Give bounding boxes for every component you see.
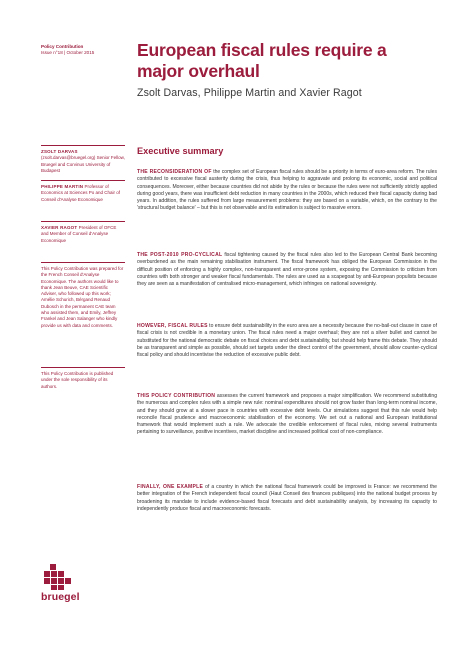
paragraph-text: fiscal tightening caused by the fiscal rules also led to the European Central Bank becoming overburdened as the main remaining stabilisation instrument. The fiscal framework has obliged the European Commission in the difficult position of enforcing a highly complex, non-transparent and error-prone system, exposing the Commission to criticism from countries with both stronger and weaker fiscal fundamentals. The rules are used as a scapegoat by anti-European populists because they are seen as a manifestation of centralised micro-management, which infringes on national sovereignty.: [137, 252, 437, 287]
author-bio: [41, 180, 125, 203]
author-name: ZSOLT DARVAS: [41, 149, 78, 154]
author-affiliation: President of OFCE and Member of Conseil d'Analyse Economique: [41, 225, 117, 243]
author-bio: [41, 221, 125, 244]
paragraph-lead: HOWEVER, FISCAL RULES: [137, 323, 208, 329]
disclaimer-note: This Policy Contribution is published under the sole responsibility of its authors.: [41, 367, 125, 390]
author-affiliation: (zsolt.darvas@bruegel.org) Senior Fellow, Bruegel and Corvinus University of Budapest: [41, 155, 125, 173]
author-bio: [41, 145, 125, 174]
section-heading: Executive summary: [137, 146, 224, 156]
paragraph-lead: FINALLY, ONE EXAMPLE: [137, 484, 204, 490]
summary-paragraph: [137, 484, 437, 513]
authors: Zsolt Darvas, Philippe Martin and Xavier Ragot: [137, 87, 362, 99]
author-name: PHILIPPE MARTIN: [41, 184, 84, 189]
paragraph-lead: THE RECONSIDERATION OF: [137, 169, 212, 175]
series-info: [41, 44, 131, 56]
series-name: Policy Contribution: [41, 44, 84, 49]
summary-paragraph: [137, 169, 437, 213]
summary-paragraph: [137, 323, 437, 359]
paragraph-text: assesses the current framework and proposes a major simplification. We recommend substituting the numerous and complex rules with a simple new rule: nominal expenditures should not grow faster than long-term nominal income, and they should grow at a slower pace in countries with excessive debt levels. Our simulations suggest that this rule would help reconcile fiscal prudence and macroeconomic stabilisation of the economy. We set out a national and European institutional framework that would implement such a rule. We advocate the credible enforcement of fiscal rules, mixing several instruments pertaining to surveillance, positive incentives, market discipline and increased political cost of non-compliance.: [137, 393, 437, 436]
author-name: XAVIER RAGOT: [41, 225, 78, 230]
paragraph-text: to ensure debt sustainability in the euro area are a necessity because the no-bail-out clause in case of fiscal crisis is not credible in a monetary union. The fiscal rules need a major overhaul; they are not a silver bullet and cannot be substituted for the national democratic debate on fiscal choices and debt sustainability, but should help frame this debate. They should be as transparent and simple as possible, should set targets under the direct control of the government, should allow counter-cyclical fiscal policy and should incentivise the reduction of excessive public debt.: [137, 323, 437, 358]
summary-paragraph: [137, 393, 437, 437]
logo-text: bruegel: [41, 591, 80, 603]
logo-mark-icon: [41, 564, 83, 591]
paragraph-text: of a country in which the national fiscal framework could be improved is France: we recommend the better integration of the French independent fiscal council (Haut Conseil des finances publiques) into the national budget process by broadening its mandate to include evidence-based fiscal forecasts and debt sustainability analysis, by increasing its capacity to independently produce fiscal and macroeconomic forecasts.: [137, 484, 437, 512]
paragraph-lead: THIS POLICY CONTRIBUTION: [137, 393, 216, 399]
page-title: European fiscal rules require a major overhaul: [137, 40, 387, 81]
acknowledgement-note: This Policy Contribution was prepared for the French Conseil d'Analyse Economique. The authors would like to thank Jean Beuve, CAE Scientific Adviser, who followed up this work; Amélie Schurich, Bérgand Renaud Dubosch in the permanent CAE team who assisted them, and Emily, Jeffrey Frankel and Jean Salanger who kindly provide us with data and comments.: [41, 262, 125, 329]
paragraph-lead: THE POST-2010 PRO-CYCLICAL: [137, 252, 223, 258]
summary-paragraph: [137, 252, 437, 288]
paragraph-text: the complex set of European fiscal rules should be a priority in terms of euro-area reform. The rules contributed to excessive fiscal austerity during the crisis, thus helping to aggravate and prolong its economic, social and political consequences. Moreover, either because countries did not abide by the rules or because the rules were not sufficiently strictly applied during good years, there was insufficient debt reduction in many countries in the 2000s, which reduced their fiscal capacity during bad years. In addition, the rules suffered from large measurement problems: they are based on a variable, which, on the contrary to the 'structural budget balance' – but this is not observable and its estimation is subject to massive errors.: [137, 169, 437, 212]
author-affiliation: Professor of Economics at Sciences Po and Chair of Conseil d'Analyse Economique: [41, 184, 121, 202]
series-issue: Issue n°18 | October 2015: [41, 50, 95, 55]
